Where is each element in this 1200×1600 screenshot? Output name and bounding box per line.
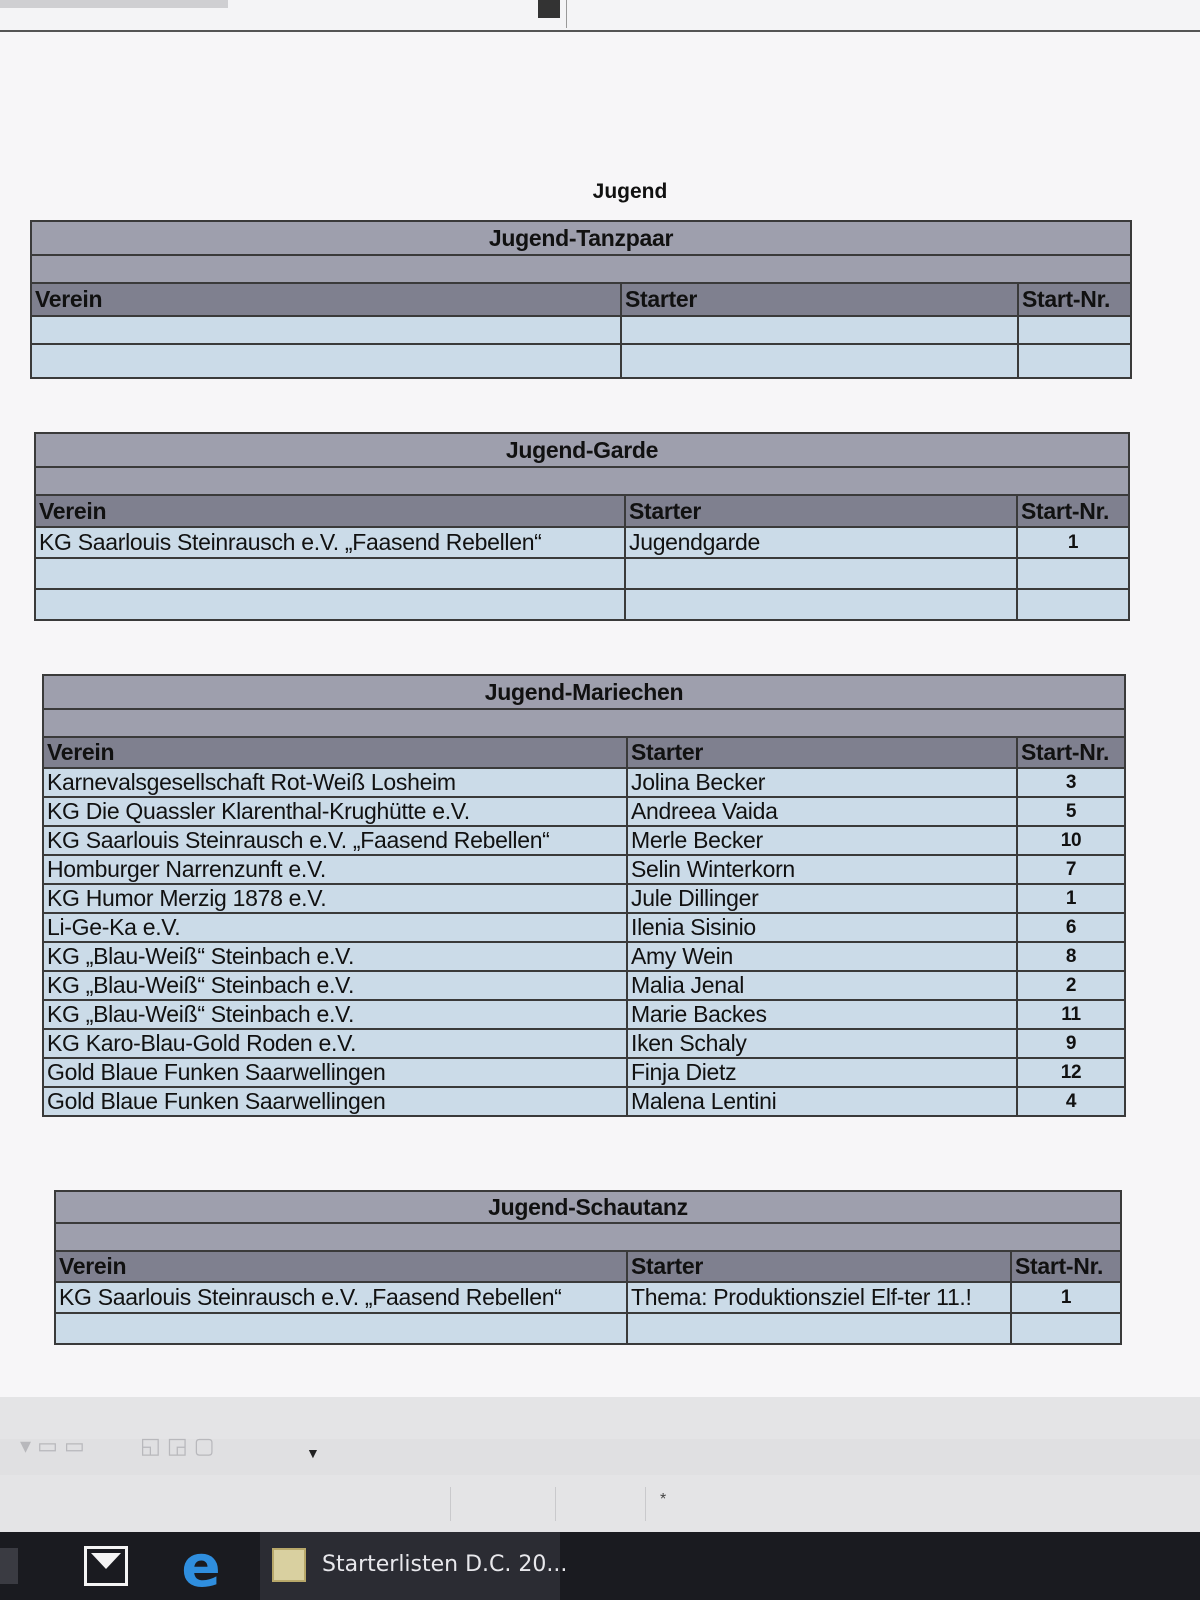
cell-starter[interactable]: Finja Dietz (627, 1058, 1017, 1087)
starter-table (34, 432, 1130, 621)
ruler-marker-icon[interactable] (538, 0, 560, 18)
cell-starter[interactable]: Merle Becker (627, 826, 1017, 855)
section-spacer-row (43, 709, 1125, 737)
edge-browser-icon[interactable]: e (181, 1532, 221, 1600)
table-row (35, 589, 1129, 620)
cell-starter[interactable]: Jule Dillinger (627, 884, 1017, 913)
table-row (43, 942, 1125, 971)
toolbar-icon[interactable]: ◱ ◲ ▢ (140, 1433, 215, 1458)
document-app-icon (272, 1548, 306, 1582)
section-jugend-schautanz (54, 1190, 1120, 1345)
column-header-starter: Starter (627, 1251, 1011, 1282)
document-page (0, 32, 1200, 1397)
cell-starter[interactable] (627, 1313, 1011, 1344)
ruler-divider (566, 0, 567, 28)
section-title-row (31, 221, 1131, 255)
cell-verein[interactable]: KG „Blau-Weiß“ Steinbach e.V. (43, 942, 627, 971)
section-title-row (35, 433, 1129, 467)
table-row (43, 1000, 1125, 1029)
cell-startnr[interactable]: 1 (1017, 884, 1125, 913)
status-field (450, 1487, 551, 1521)
cell-startnr[interactable]: 7 (1017, 855, 1125, 884)
column-header-startnr: Start-Nr. (1011, 1251, 1121, 1282)
table-row (43, 1058, 1125, 1087)
column-header-verein: Verein (35, 495, 625, 527)
cell-startnr[interactable]: 1 (1011, 1282, 1121, 1313)
cell-starter[interactable]: Jolina Becker (627, 768, 1017, 797)
cell-verein[interactable]: KG Saarlouis Steinrausch e.V. „Faasend Rebellen“ (35, 527, 625, 558)
table-row (43, 797, 1125, 826)
cell-startnr[interactable]: 2 (1017, 971, 1125, 1000)
cell-startnr[interactable]: 9 (1017, 1029, 1125, 1058)
table-row (55, 1282, 1121, 1313)
section-title: Jugend-Mariechen (43, 675, 1125, 709)
cell-starter[interactable]: Iken Schaly (627, 1029, 1017, 1058)
cell-verein[interactable]: KG Saarlouis Steinrausch e.V. „Faasend Rebellen“ (55, 1282, 627, 1313)
header-row (43, 737, 1125, 768)
column-header-starter: Starter (621, 283, 1018, 316)
cell-verein[interactable]: KG „Blau-Weiß“ Steinbach e.V. (43, 1000, 627, 1029)
table-row (35, 527, 1129, 558)
cell-starter[interactable]: Ilenia Sisinio (627, 913, 1017, 942)
column-header-verein: Verein (43, 737, 627, 768)
section-title-row (43, 675, 1125, 709)
taskbar-app-label: Starterlisten D.C. 20... (322, 1552, 568, 1577)
cell-startnr[interactable]: 3 (1017, 768, 1125, 797)
cell-starter[interactable]: Malia Jenal (627, 971, 1017, 1000)
cell-starter[interactable]: Andreea Vaida (627, 797, 1017, 826)
header-row (35, 495, 1129, 527)
cell-verein[interactable]: Gold Blaue Funken Saarwellingen (43, 1087, 627, 1116)
cell-starter[interactable]: Jugendgarde (625, 527, 1017, 558)
table-row (43, 913, 1125, 942)
cell-verein[interactable]: Gold Blaue Funken Saarwellingen (43, 1058, 627, 1087)
cell-startnr[interactable] (1018, 344, 1131, 378)
cell-verein[interactable]: KG Karo-Blau-Gold Roden e.V. (43, 1029, 627, 1058)
cell-starter[interactable]: Amy Wein (627, 942, 1017, 971)
column-header-verein: Verein (31, 283, 621, 316)
app-top-bar (0, 0, 1200, 32)
section-jugend-tanzpaar (30, 220, 1130, 379)
cell-startnr[interactable] (1011, 1313, 1121, 1344)
header-row (31, 283, 1131, 316)
taskbar (0, 1532, 1200, 1600)
section-spacer-row (55, 1223, 1121, 1251)
section-jugend-garde (34, 432, 1128, 621)
cell-startnr[interactable]: 4 (1017, 1087, 1125, 1116)
cell-starter[interactable]: Marie Backes (627, 1000, 1017, 1029)
section-title: Jugend-Schautanz (55, 1191, 1121, 1223)
section-spacer-row (31, 255, 1131, 283)
starter-table (42, 674, 1126, 1117)
cell-startnr[interactable] (1017, 589, 1129, 620)
cell-starter[interactable]: Selin Winterkorn (627, 855, 1017, 884)
cell-startnr[interactable]: 10 (1017, 826, 1125, 855)
section-title: Jugend-Tanzpaar (31, 221, 1131, 255)
cell-startnr[interactable] (1017, 558, 1129, 589)
ribbon-tab-strip[interactable] (0, 0, 228, 8)
cell-startnr[interactable]: 6 (1017, 913, 1125, 942)
cell-startnr[interactable]: 8 (1017, 942, 1125, 971)
cell-verein[interactable]: KG Saarlouis Steinrausch e.V. „Faasend Rebellen“ (43, 826, 627, 855)
table-row (31, 344, 1131, 378)
cell-startnr[interactable]: 5 (1017, 797, 1125, 826)
starter-table (30, 220, 1132, 379)
document-modified-indicator: * (660, 1491, 667, 1508)
column-header-starter: Starter (625, 495, 1017, 527)
header-row (55, 1251, 1121, 1282)
cell-verein[interactable]: KG Die Quassler Klarenthal-Krughütte e.V. (43, 797, 627, 826)
starter-table (54, 1190, 1122, 1345)
status-field (555, 1487, 636, 1521)
table-row (55, 1313, 1121, 1344)
cell-starter[interactable] (621, 316, 1018, 344)
cell-verein[interactable]: KG Humor Merzig 1878 e.V. (43, 884, 627, 913)
column-header-startnr: Start-Nr. (1017, 495, 1129, 527)
table-row (43, 826, 1125, 855)
cell-startnr[interactable]: 1 (1017, 527, 1129, 558)
toolbar-icon[interactable]: ▾ ▭ ▭ (20, 1433, 85, 1458)
cell-starter[interactable] (621, 344, 1018, 378)
cell-verein[interactable] (55, 1313, 627, 1344)
page-heading: Jugend (592, 180, 668, 203)
table-row (43, 1029, 1125, 1058)
cell-verein[interactable] (31, 316, 621, 344)
table-row (43, 971, 1125, 1000)
cell-verein[interactable]: Li-Ge-Ka e.V. (43, 913, 627, 942)
cell-verein[interactable] (35, 589, 625, 620)
column-header-verein: Verein (55, 1251, 627, 1282)
table-row (43, 1087, 1125, 1116)
section-title-row (55, 1191, 1121, 1223)
table-row (31, 316, 1131, 344)
section-spacer-row (35, 467, 1129, 495)
column-header-starter: Starter (627, 737, 1017, 768)
cell-starter[interactable]: Malena Lentini (627, 1087, 1017, 1116)
column-header-startnr: Start-Nr. (1017, 737, 1125, 768)
cell-starter[interactable] (625, 589, 1017, 620)
column-header-startnr: Start-Nr. (1018, 283, 1131, 316)
table-row (43, 768, 1125, 797)
cell-verein[interactable]: KG „Blau-Weiß“ Steinbach e.V. (43, 971, 627, 1000)
section-jugend-mariechen (42, 674, 1124, 1117)
cell-starter[interactable] (625, 558, 1017, 589)
cell-startnr[interactable]: 12 (1017, 1058, 1125, 1087)
cell-verein[interactable] (31, 344, 621, 378)
start-button-icon[interactable] (0, 1548, 18, 1584)
mail-icon[interactable] (84, 1546, 128, 1586)
cell-verein[interactable] (35, 558, 625, 589)
cell-verein[interactable]: Homburger Narrenzunft e.V. (43, 855, 627, 884)
cell-verein[interactable]: Karnevalsgesellschaft Rot-Weiß Losheim (43, 768, 627, 797)
cell-startnr[interactable]: 11 (1017, 1000, 1125, 1029)
table-row (43, 855, 1125, 884)
cell-startnr[interactable] (1018, 316, 1131, 344)
table-row (35, 558, 1129, 589)
cell-starter[interactable]: Thema: Produktionsziel Elf-ter 11.! (627, 1282, 1011, 1313)
section-title: Jugend-Garde (35, 433, 1129, 467)
status-bar (0, 1397, 1200, 1532)
chevron-down-icon[interactable]: ▼ (306, 1445, 320, 1461)
table-row (43, 884, 1125, 913)
